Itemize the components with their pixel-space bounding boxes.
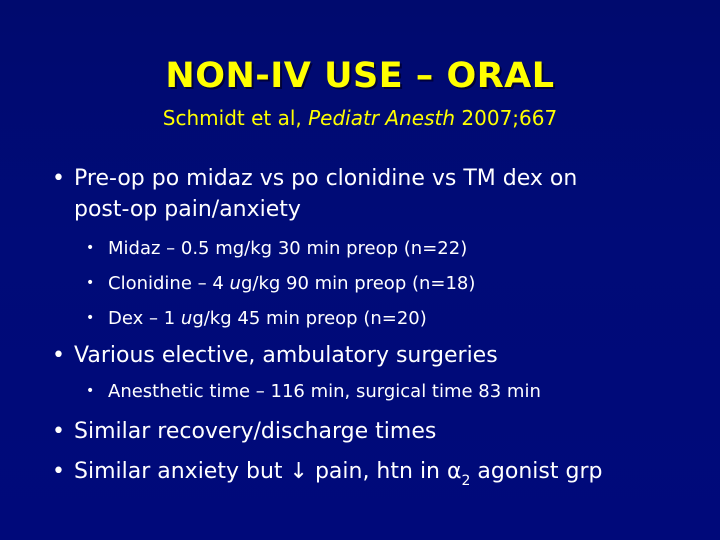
bullet-marker: • — [52, 343, 65, 368]
bullet-marker: • — [52, 166, 65, 191]
alpha-symbol: α — [447, 459, 462, 484]
text-run: agonist grp — [470, 459, 603, 484]
bullet-marker: • — [86, 310, 95, 326]
bullet-item — [52, 340, 712, 372]
bullet-line: post-op pain/anxiety — [74, 197, 301, 222]
bullet-text: Various elective, ambulatory surgeries — [74, 343, 498, 368]
sub-bullet-text — [108, 307, 427, 330]
bullet-text — [74, 163, 694, 225]
citation-authors: Schmidt et al, — [162, 106, 309, 130]
citation-ref: 2007;667 — [455, 106, 558, 130]
text-run: g/kg 45 min preop (n=20) — [192, 308, 427, 329]
unit-symbol: u — [180, 308, 193, 329]
bullet-item — [52, 163, 712, 227]
text-run: Similar anxiety but — [74, 459, 290, 484]
citation — [0, 106, 720, 130]
bullet-marker: • — [86, 275, 95, 291]
bullet-marker: • — [52, 459, 65, 484]
text-run: Dex – 1 — [108, 308, 181, 329]
unit-symbol: u — [229, 273, 241, 294]
text-run: g/kg 90 min preop (n=18) — [240, 273, 476, 294]
bullet-text: Similar recovery/discharge times — [74, 419, 437, 444]
bullet-marker: • — [86, 383, 95, 399]
sub-bullet-text — [108, 272, 475, 295]
bullet-text — [74, 456, 694, 490]
text-run: Clonidine – 4 — [108, 273, 230, 294]
slide-title: NON-IV USE – ORAL — [165, 56, 555, 96]
down-arrow-icon: ↓ — [289, 459, 308, 484]
citation-journal: Pediatr Anesth — [308, 106, 456, 130]
bullet-marker: • — [86, 240, 95, 256]
bullet-item — [52, 456, 712, 488]
text-run: pain, htn in — [307, 459, 447, 484]
sub-bullet-text: Anesthetic time – 116 min, surgical time 83 min — [108, 381, 541, 402]
bullet-item — [52, 416, 712, 448]
subscript: 2 — [461, 473, 471, 489]
bullet-line: Pre-op po midaz vs po clonidine vs TM dex on — [74, 166, 578, 191]
bullet-marker: • — [52, 419, 65, 444]
sub-bullet-text: Midaz – 0.5 mg/kg 30 min preop (n=22) — [108, 238, 468, 259]
